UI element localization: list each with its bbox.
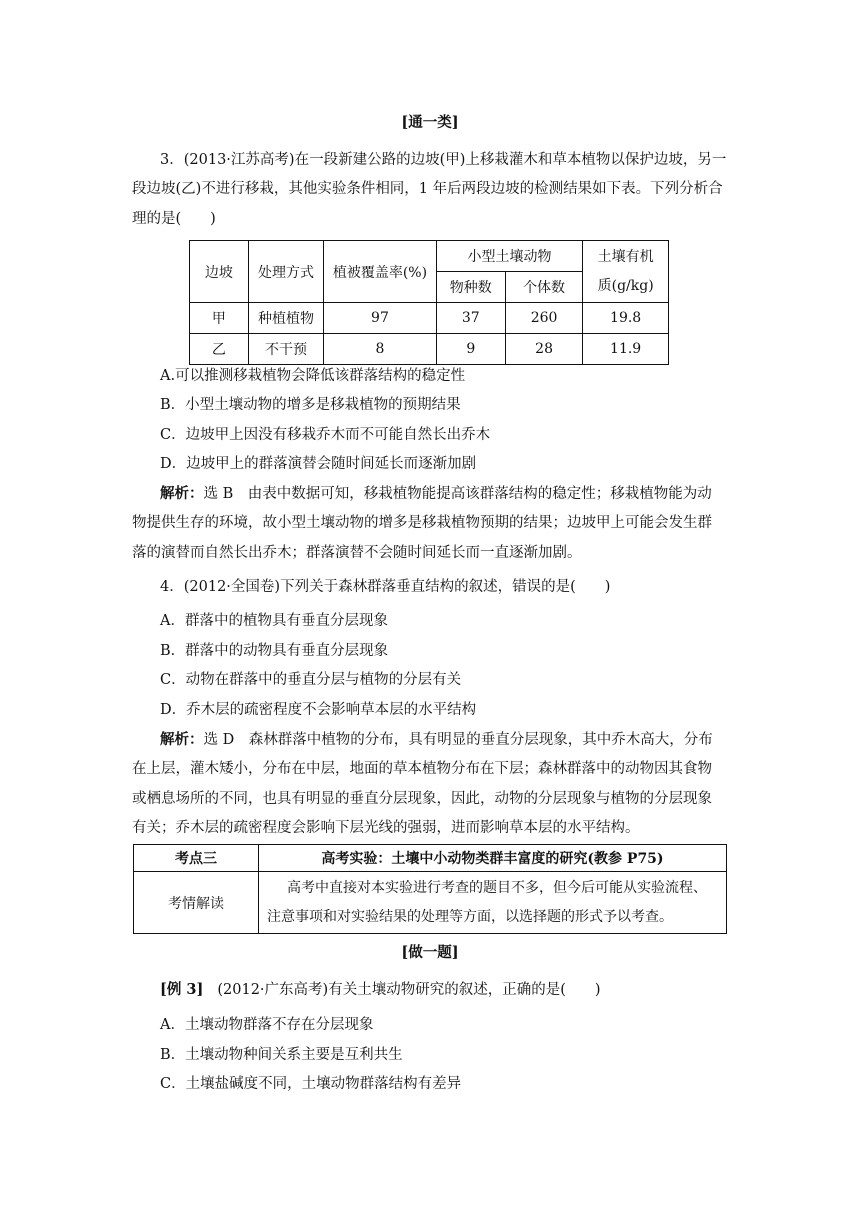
q4-option-c: C．动物在群落中的垂直分层与植物的分层有关 (160, 672, 462, 688)
q3-option-a: A.可以推测移栽植物会降低该群落结构的稳定性 (160, 368, 466, 384)
cell-cover: 8 (324, 334, 437, 365)
section-header-tongyilei: [通一类] (401, 114, 459, 131)
cell-method: 不干预 (248, 334, 323, 365)
ex3-label: [例 3] (160, 981, 204, 998)
kaodian-row-text (259, 872, 727, 934)
th-cover: 植被覆盖率(%) (324, 241, 437, 303)
kaodian-label: 考点三 (134, 845, 259, 872)
ex3-stem-text: 有关土壤动物研究的叙述，正确的是( ) (328, 982, 601, 998)
ex3-source-pre: (2012· (217, 982, 265, 998)
th-species: 物种数 (436, 272, 505, 303)
q4-option-d: D．乔木层的疏密程度不会影响草本层的水平结构 (160, 702, 477, 718)
cell-organic: 19.8 (583, 303, 669, 334)
cell-species: 37 (436, 303, 505, 334)
cell-species: 9 (436, 334, 505, 365)
table-row (190, 334, 669, 365)
table-row (190, 303, 669, 334)
q3-analysis-label: 解析： (160, 485, 204, 502)
kaodian-table (133, 844, 727, 934)
q3-analysis-text1: 选 B 由表中数据可知，移栽植物能提高该群落结构的稳定性；移栽植物能为动 (203, 486, 712, 502)
q4-option-a: A．群落中的植物具有垂直分层现象 (160, 613, 388, 629)
cell-method: 种植植物 (248, 303, 323, 334)
q4-number: 4． (160, 579, 184, 595)
kaodian-title: 高考实验：土壤中小动物类群丰富度的研究(教参 P75) (259, 845, 727, 872)
q4-source-post: ) (274, 579, 281, 595)
th-organic-line2: 质(g/kg) (597, 277, 654, 294)
q4-analysis-line2: 在上层，灌木矮小，分布在中层，地面的草本植物分布在下层；森林群落中的动物因其食物 (132, 761, 712, 777)
ex3-option-a: A．土壤动物群落不存在分层现象 (160, 1017, 374, 1033)
ex3-stem (160, 978, 601, 999)
q3-source-pre: (2013· (183, 152, 231, 168)
q3-analysis-line3: 落的演替而自然长出乔木；群落演替不会随时间延长而一直逐渐加剧。 (132, 545, 582, 561)
q4-analysis-line4: 有关；乔木层的疏密程度会影响下层光线的强弱，进而影响草本层的水平结构。 (132, 820, 640, 836)
th-soil-animals: 小型土壤动物 (436, 241, 583, 272)
q4-analysis-line3: 或栖息场所的不同，也具有明显的垂直分层现象，因此，动物的分层现象与植物的分层现象 (132, 791, 712, 807)
kaodian-row-label: 考情解读 (134, 872, 259, 934)
th-individuals: 个体数 (505, 272, 582, 303)
kaodian-row-line1: 高考中直接对本实验进行考查的题目不多，但今后可能从实验流程、 (287, 879, 707, 896)
cell-cover: 97 (324, 303, 437, 334)
q3-data-table (189, 240, 669, 365)
q4-stem-text: 下列关于森林群落垂直结构的叙述，错误的是( ) (280, 579, 611, 595)
q4-stem (160, 575, 610, 596)
q3-source-post: ) (288, 152, 295, 168)
q3-stem-line1: 在一段新建公路的边坡(甲)上移栽灌木和草本植物以保护边坡，另一 (294, 152, 727, 168)
ex3-source-post: ) (322, 982, 329, 998)
th-slope: 边坡 (190, 241, 249, 303)
th-organic (583, 241, 669, 303)
th-method: 处理方式 (248, 241, 323, 303)
kaodian-row-line2: 注意事项和对实验结果的处理等方面，以选择题的形式予以考查。 (267, 908, 673, 925)
q4-analysis-label: 解析： (160, 731, 204, 748)
ex3-option-c: C．土壤盐碱度不同，土壤动物群落结构有差异 (160, 1076, 462, 1092)
cell-organic: 11.9 (583, 334, 669, 365)
q3-line1 (160, 148, 726, 169)
cell-slope: 乙 (190, 334, 249, 365)
q3-option-b: B．小型土壤动物的增多是移栽植物的预期结果 (160, 397, 461, 413)
q4-source: 全国卷 (230, 579, 275, 595)
q3-option-c: C．边坡甲上因没有移栽乔木而不可能自然长出乔木 (160, 427, 491, 443)
q4-analysis-line1 (160, 728, 713, 749)
cell-individuals: 260 (505, 303, 582, 334)
q3-stem-line3: 理的是( ) (132, 211, 216, 227)
th-organic-line1: 土壤有机 (597, 248, 654, 265)
q3-analysis-line2: 物提供生存的环境，故小型土壤动物的增多是移栽植物预期的结果；边坡甲上可能会发生群 (132, 515, 712, 531)
section-header-zuoyiti: [做一题] (401, 944, 459, 961)
q3-stem-line2: 段边坡(乙)不进行移栽，其他实验条件相同，1 年后两段边坡的检测结果如下表。下列分析合 (132, 181, 723, 197)
ex3-source: 广东高考 (264, 982, 323, 998)
q4-source-pre: (2012· (183, 579, 231, 595)
q3-option-d: D．边坡甲上的群落演替会随时间延长而逐渐加剧 (160, 456, 477, 472)
cell-individuals: 28 (505, 334, 582, 365)
q4-analysis-text1: 选 D 森林群落中植物的分布，具有明显的垂直分层现象，其中乔木高大，分布 (203, 732, 713, 748)
ex3-option-b: B．土壤动物种间关系主要是互利共生 (160, 1047, 403, 1063)
q4-option-b: B．群落中的动物具有垂直分层现象 (160, 643, 389, 659)
q3-analysis-line1 (160, 482, 712, 503)
q3-number: 3． (160, 152, 184, 168)
q3-source: 江苏高考 (230, 152, 289, 168)
cell-slope: 甲 (190, 303, 249, 334)
